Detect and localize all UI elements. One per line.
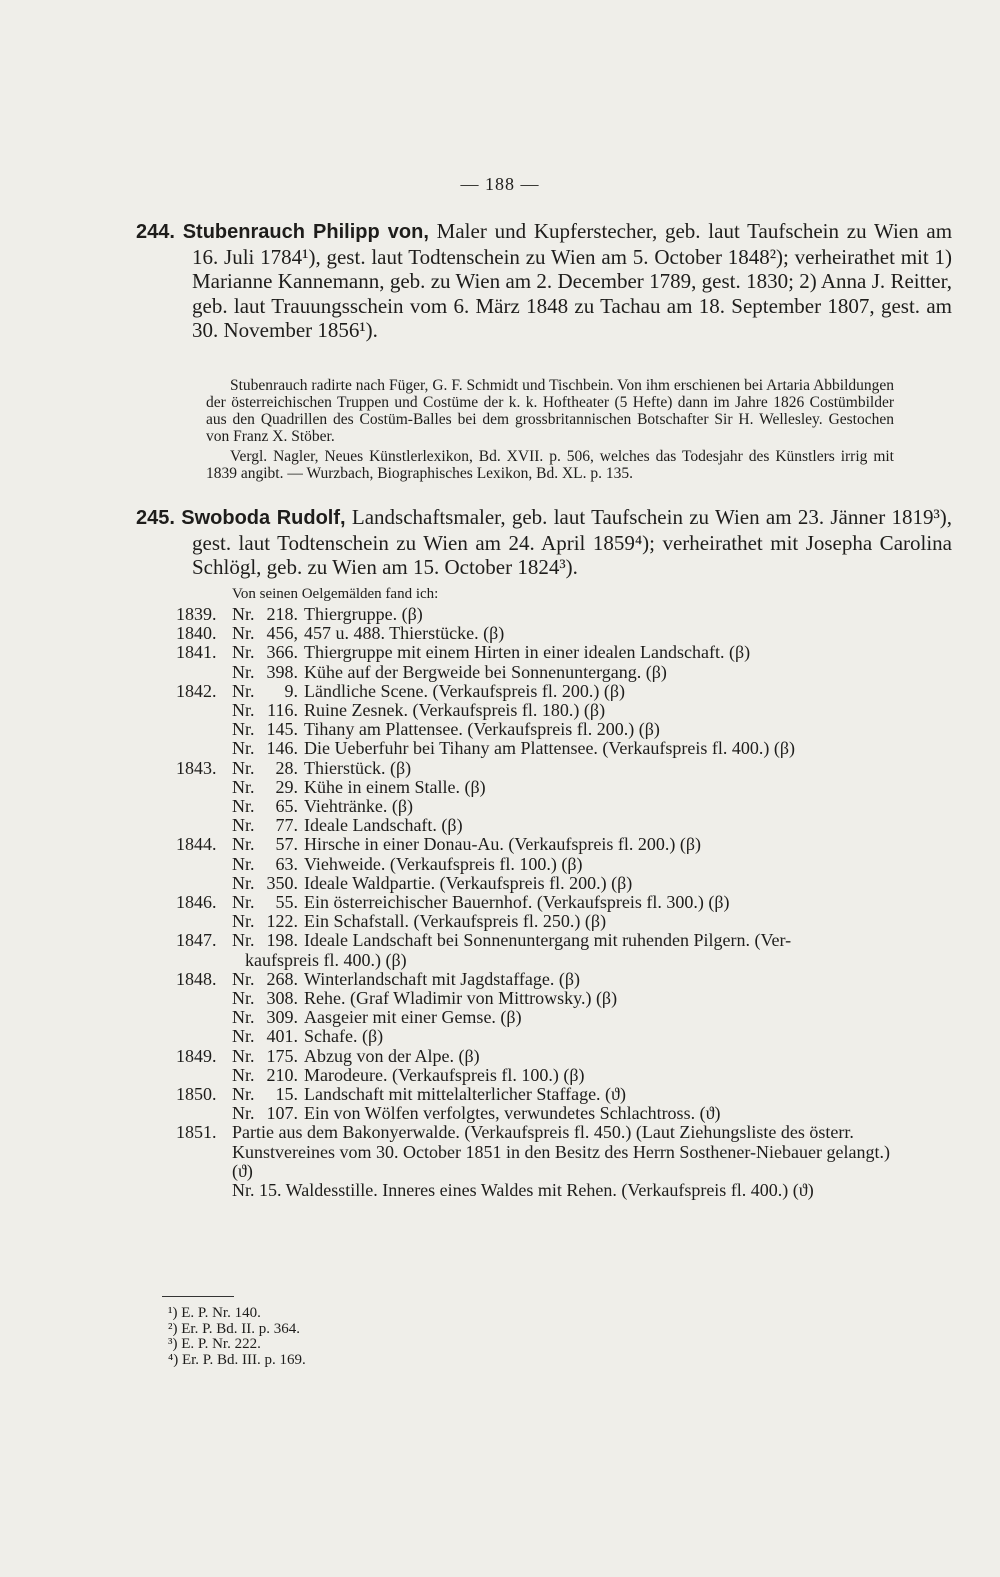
work-nr: Nr. (232, 1007, 255, 1028)
list-item (176, 1027, 896, 1046)
work-year (176, 701, 232, 720)
work-year: 1844. (176, 834, 217, 855)
list-item (176, 701, 896, 720)
entry-text: Maler und Kupferstecher, geb. laut Taufschein zu Wien am 16. Juli 1784¹), gest. laut Todtenschein zu Wien am 5. October 1848²); verheirathet mit 1) Marianne Kannemann, geb. zu Wien am 2. December 1789, gest. 1830; 2) Anna J. Reitter, geb. laut Trauungsschein vom 6. März 1848 zu Tachau am 18. September 1807, gest. am 30. November 1856¹). (192, 219, 953, 342)
work-nr: Nr. (232, 911, 255, 932)
work-number: 398. (266, 661, 298, 682)
entry-number: 244. (136, 221, 175, 243)
list-item (176, 624, 896, 643)
work-year (176, 816, 232, 835)
work-year (176, 663, 232, 682)
page-number: — 188 — (460, 174, 540, 194)
entry-245 (136, 505, 952, 580)
work-year (176, 989, 232, 1008)
work-year (176, 797, 232, 816)
work-nr: Nr. (232, 776, 255, 797)
work-title: Die Ueberfuhr bei Tihany am Plattensee. (Verkaufspreis fl. 400.) (β) (304, 738, 796, 759)
list-item (176, 874, 896, 893)
work-title: Landschaft mit mittelalterlicher Staffage. (ϑ) (304, 1084, 626, 1105)
list-item-continuation (176, 951, 896, 970)
work-number: 198. (266, 930, 298, 951)
work-number: 77. (275, 815, 298, 836)
list-item (176, 643, 896, 662)
work-number: 175. (266, 1045, 298, 1066)
work-nr: Nr. (232, 623, 255, 644)
list-item (176, 1181, 896, 1200)
work-year: 1846. (176, 892, 217, 913)
work-year (176, 874, 232, 893)
work-number: 350. (266, 872, 298, 893)
work-title: Ideale Waldpartie. (Verkaufspreis fl. 200.) (β) (304, 872, 633, 893)
list-item (176, 1123, 896, 1181)
work-title: Ideale Landschaft bei Sonnenuntergang mit ruhenden Pilgern. (Ver- (304, 930, 792, 951)
work-title: Thiergruppe mit einem Hirten in einer idealen Landschaft. (β) (304, 642, 751, 663)
list-item (176, 1085, 896, 1104)
work-title: Ländliche Scene. (Verkaufspreis fl. 200.) (β) (304, 680, 626, 701)
work-number: 15. (275, 1084, 298, 1105)
work-year (176, 1104, 232, 1123)
list-item (176, 1104, 896, 1123)
work-number: 146. (266, 738, 298, 759)
list-item (176, 931, 896, 950)
work-number: 107. (266, 1103, 298, 1124)
footnote: ⁴) Er. P. Bd. III. p. 169. (168, 1351, 306, 1368)
work-title: Ein Schafstall. (Verkaufspreis fl. 250.) (β) (304, 911, 607, 932)
work-nr: Nr. (232, 872, 255, 893)
work-year (176, 855, 232, 874)
work-number: 268. (266, 968, 298, 989)
work-title: Schafe. (β) (304, 1026, 384, 1047)
list-item (176, 720, 896, 739)
list-item (176, 778, 896, 797)
work-nr: Nr. (232, 988, 255, 1009)
list-item (176, 1047, 896, 1066)
list-item (176, 797, 896, 816)
work-number: 57. (275, 834, 298, 855)
work-year (176, 778, 232, 797)
list-item (176, 970, 896, 989)
work-nr: Nr. (232, 1064, 255, 1085)
works-intro: Von seinen Oelgemälden fand ich: (232, 586, 439, 602)
work-nr: Nr. (232, 1026, 255, 1047)
work-number: 210. (266, 1064, 298, 1085)
work-title: Marodeure. (Verkaufspreis fl. 100.) (β) (304, 1064, 585, 1085)
work-nr: Nr. (232, 680, 255, 701)
work-number: 29. (275, 776, 298, 797)
entry-number: 245. (136, 507, 175, 529)
work-title: Thierstück. (β) (304, 757, 412, 778)
footnote: ²) Er. P. Bd. II. p. 364. (168, 1320, 300, 1337)
list-item (176, 759, 896, 778)
work-number: 308. (266, 988, 298, 1009)
work-number: 28. (275, 757, 298, 778)
work-nr: Nr. (232, 719, 255, 740)
work-title: Tihany am Plattensee. (Verkaufspreis fl. 200.) (β) (304, 719, 660, 740)
work-title: Kühe auf der Bergweide bei Sonnenuntergang. (β) (304, 661, 667, 682)
work-year (176, 1008, 232, 1027)
work-title: Abzug von der Alpe. (β) (304, 1045, 480, 1066)
work-title: Viehweide. (Verkaufspreis fl. 100.) (β) (304, 853, 583, 874)
work-number: 218. (266, 604, 298, 624)
work-title: Rehe. (Graf Wladimir von Mittrowsky.) (β) (304, 988, 618, 1009)
work-nr: Nr. (232, 892, 255, 913)
work-nr: Nr. (232, 738, 255, 759)
work-year (176, 1027, 232, 1046)
list-item (176, 682, 896, 701)
work-title: 457 u. 488. Thierstücke. (β) (304, 623, 505, 644)
list-item (176, 1008, 896, 1027)
work-nr: Nr. (232, 834, 255, 855)
work-year (176, 720, 232, 739)
work-nr: Nr. (232, 604, 255, 624)
work-title: Hirsche in einer Donau-Au. (Verkaufspreis fl. 200.) (β) (304, 834, 702, 855)
work-year: 1843. (176, 757, 217, 778)
work-nr: Nr. (232, 930, 255, 951)
work-title: Ein österreichischer Bauernhof. (Verkaufspreis fl. 300.) (β) (304, 892, 730, 913)
work-nr: Nr. (232, 700, 255, 721)
work-nr: Nr. (232, 853, 255, 874)
work-title: kaufspreis fl. 400.) (β) (245, 949, 407, 970)
work-year: 1841. (176, 642, 217, 663)
work-year: 1842. (176, 680, 217, 701)
work-nr: Nr. (232, 1084, 255, 1105)
work-year: 1840. (176, 623, 217, 644)
work-year: 1839. (176, 604, 217, 624)
work-nr: Nr. (232, 661, 255, 682)
list-item (176, 739, 896, 758)
work-year: 1847. (176, 930, 217, 951)
work-year (176, 1066, 232, 1085)
list-item (176, 1066, 896, 1085)
work-title: Viehtränke. (β) (304, 796, 414, 817)
work-nr: Nr. (232, 1103, 255, 1124)
work-number: 366. (266, 642, 298, 663)
work-number: 63. (275, 853, 298, 874)
footnotes (168, 1306, 306, 1368)
work-number: 116. (267, 700, 298, 721)
list-item (176, 912, 896, 931)
work-title: Ideale Landschaft. (β) (304, 815, 463, 836)
list-item (176, 893, 896, 912)
work-title: Partie aus dem Bakonyerwalde. (Verkaufspreis fl. 450.) (Laut Ziehungsliste des österr. Kunstvereines vom 30. October 1851 in den Besitz des Herrn Sosthener-Niebauer gelangt.) (ϑ) (232, 1122, 890, 1181)
work-title: Thiergruppe. (β) (304, 604, 423, 624)
work-title: Ruine Zesnek. (Verkaufspreis fl. 180.) (β) (304, 700, 606, 721)
work-number: 456, (266, 623, 298, 644)
work-number: 9. (284, 680, 298, 701)
entry-note: Vergl. Nagler, Neues Künstlerlexikon, Bd. XVII. p. 506, welches das Todesjahr des Künstlers irrig mit 1839 angibt. — Wurzbach, Biographisches Lexikon, Bd. XL. p. 135. (206, 448, 894, 482)
list-item (176, 816, 896, 835)
work-number: 55. (275, 892, 298, 913)
entry-note: Stubenrauch radirte nach Füger, G. F. Schmidt und Tischbein. Von ihm erschienen bei Artaria Abbildungen der österreichischen Truppen und Costüme der k. k. Hoftheater (5 Hefte) dann im Jahre 1826 Costümbilder aus den Quadrillen des Costüm-Balles bei dem grossbritannischen Botschafter Sir H. Wellesley. Gestochen von Franz X. Stöber. (206, 377, 894, 445)
list-item (176, 663, 896, 682)
work-nr: Nr. (232, 642, 255, 663)
artist-name: Swoboda Rudolf, (181, 507, 346, 529)
work-title: Winterlandschaft mit Jagdstaffage. (β) (304, 968, 581, 989)
work-number: 145. (266, 719, 298, 740)
work-nr: Nr. (232, 968, 255, 989)
list-item (176, 855, 896, 874)
work-number: 309. (266, 1007, 298, 1028)
work-nr: Nr. (232, 757, 255, 778)
footnote: ³) E. P. Nr. 222. (168, 1336, 261, 1352)
work-title: Nr. 15. Waldesstille. Inneres eines Waldes mit Rehen. (Verkaufspreis fl. 400.) (ϑ) (232, 1180, 814, 1201)
work-nr: Nr. (232, 1045, 255, 1066)
work-year (176, 912, 232, 931)
list-item (176, 835, 896, 854)
works-list (176, 605, 896, 1200)
work-number: 65. (275, 796, 298, 817)
work-title: Ein von Wölfen verfolgtes, verwundetes Schlachtross. (ϑ) (304, 1103, 721, 1124)
work-year: 1849. (176, 1045, 217, 1066)
work-year (176, 739, 232, 758)
work-title: Kühe in einem Stalle. (β) (304, 776, 486, 797)
work-year: 1848. (176, 968, 217, 989)
entry-text: Landschaftsmaler, geb. laut Taufschein zu Wien am 23. Jänner 1819³), gest. laut Todtenschein zu Wien am 24. April 1859⁴); verheirathet mit Josepha Carolina Schlögl, geb. zu Wien am 15. October 1824³). (192, 505, 953, 579)
work-nr: Nr. (232, 796, 255, 817)
work-year: 1851. (176, 1122, 217, 1143)
footnote-rule (162, 1296, 234, 1297)
list-item (176, 605, 896, 624)
work-year: 1850. (176, 1084, 217, 1105)
work-nr: Nr. (232, 815, 255, 836)
artist-name: Stubenrauch Philipp von, (182, 221, 429, 243)
work-number: 122. (266, 911, 298, 932)
work-number: 401. (266, 1026, 298, 1047)
work-title: Aasgeier mit einer Gemse. (β) (304, 1007, 522, 1028)
list-item (176, 989, 896, 1008)
entry-244 (136, 219, 952, 343)
footnote: ¹) E. P. Nr. 140. (168, 1305, 261, 1321)
